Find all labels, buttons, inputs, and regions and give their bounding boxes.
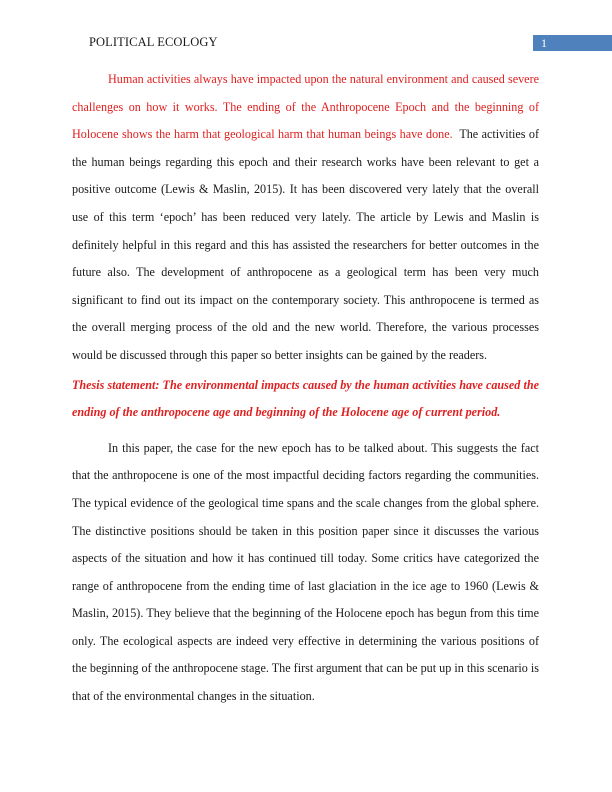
- body-paragraph: In this paper, the case for the new epoch has to be talked about. This suggests the fact that the anthropocene is one of the most impactful deciding factors regarding the communities. The typical evidence of the geological time spans and the scale changes from the global sphere. The distinctive positions should be taken in this position paper since it discusses the various aspects of the situation and how it has continued till today. Some critics have categorized the range of anthropocene from the ending time of last glaciation in the ice age to 1960 (Lewis & Maslin, 2015). They believe that the beginning of the Holocene epoch has begun from this time only. The ecological aspects are indeed very effective in determining the various positions of the beginning of the anthropocene stage. The first argument that can be put up in this scenario is that of the environmental changes in the situation.: [72, 440, 539, 704]
- page-header: [89, 35, 612, 53]
- page-number: 1: [533, 35, 612, 51]
- running-head: POLITICAL ECOLOGY: [89, 35, 218, 49]
- document-body: [72, 66, 539, 711]
- highlighted-text: Human activities always have impacted upon the natural environment and caused severe challenges on how it works. The ending of the Anthropocene Epoch and the beginning of Holocene shows the harm that geological harm that human beings have done.: [72, 72, 539, 142]
- intro-paragraph: [72, 66, 539, 370]
- intro-paragraph-text: The activities of the human beings regarding this epoch and their research works have been relevant to get a positive outcome (Lewis & Maslin, 2015). It has been discovered very lately that the overall use of this term ‘epoch’ has been reduced very lately. The article by Lewis and Maslin is definitely helpful in this regard and this has assisted the researchers for better outcomes in the future also. The development of anthropocene as a geological term has been very much significant to find out its impact on the contemporary society. This anthropocene is termed as the overall merging process of the old and the new world. Therefore, the various processes would be discussed through this paper so better insights can be gained by the readers.: [72, 127, 539, 362]
- thesis-statement: Thesis statement: The environmental impacts caused by the human activities have caused the ending of the anthropocene age and beginning of the Holocene age of current period.: [72, 377, 539, 420]
